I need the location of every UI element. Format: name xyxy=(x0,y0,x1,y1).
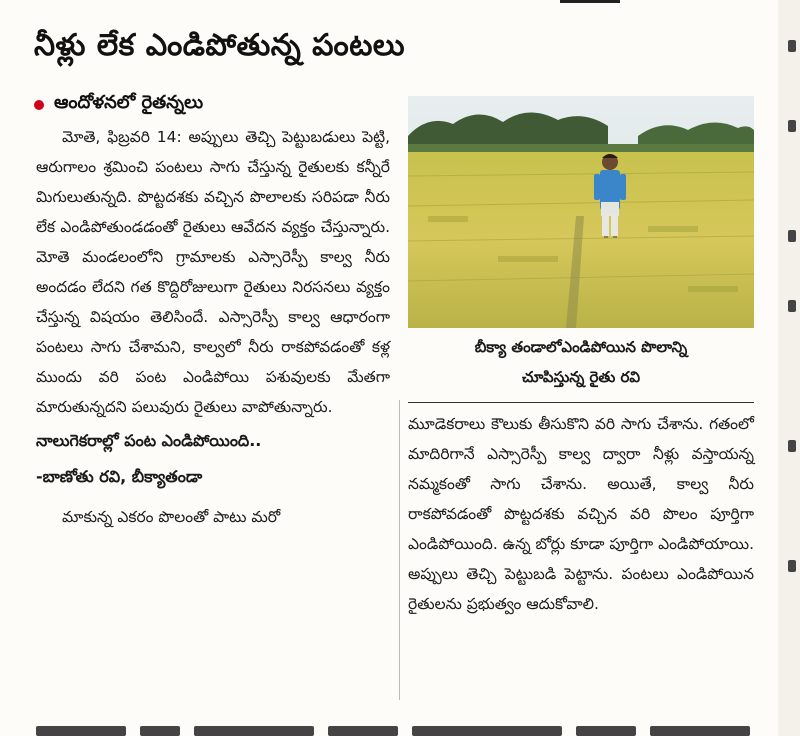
caption-line-1: బీక్యా తండాలోఎండిపోయిన పొలాన్ని xyxy=(474,338,688,356)
next-article-headline-cropped xyxy=(36,720,776,736)
headline: నీళ్లు లేక ఎండిపోతున్న పంటలు xyxy=(34,28,406,63)
red-bullet-icon xyxy=(34,100,44,110)
photo-farmer-in-dry-field xyxy=(408,96,754,328)
left-column xyxy=(36,122,390,532)
right-column xyxy=(408,96,754,619)
left-paragraph-block xyxy=(36,122,390,422)
right-paragraph: మూడెకరాలు కౌలుకు తీసుకొని వరి సాగు చేశాను. గతంలో మాదిరిగానే ఎస్సారెస్పీ కాల్వ ద్వారా నీళ్లు వస్తాయన్న నమ్మకంతో సాగు చేశాను. అయితే, కాల్వ నీరు రాకపోవడంతో పొట్టదశకు వచ్చిన వరి పొలం పూర్తిగా ఎండిపోయింది. ఉన్న బోర్లు కూడా పూర్తిగా ఎండిపోయాయి. అప్పులు తెచ్చి పెట్టుబడి పెట్టాను. పంటలు ఎండిపోయిన రైతులను ప్రభుత్వం ఆదుకోవాలి. xyxy=(408,415,754,613)
kicker xyxy=(34,92,203,117)
left-tail-block xyxy=(36,502,390,532)
left-tail: మాకున్న ఎకరం పొలంతో పాటు మరో xyxy=(62,508,281,526)
photo-caption xyxy=(408,332,754,392)
column-divider xyxy=(399,400,400,700)
edge-mark xyxy=(788,230,796,242)
right-paragraph-block xyxy=(408,409,754,619)
edge-mark xyxy=(788,440,796,452)
edge-mark xyxy=(788,300,796,312)
caption-line-2: చూపిస్తున్న రైతు రవి xyxy=(521,368,641,386)
top-rule xyxy=(560,0,620,3)
page-edge-strip xyxy=(778,0,800,736)
byline: -బాణోతు రవి, బీక్యాతండా xyxy=(36,467,203,486)
edge-mark xyxy=(788,40,796,52)
news-photo xyxy=(408,96,754,328)
kicker-text: ఆందోళనలో రైతన్నలు xyxy=(54,92,204,113)
edge-mark xyxy=(788,560,796,572)
caption-rule xyxy=(408,402,754,403)
subheading: నాలుగెకరాల్లో పంట ఎండిపోయింది.. xyxy=(36,431,262,450)
left-paragraph: మోతె, ఫిబ్రవరి 14: అప్పులు తెచ్చి పెట్టుబడులు పెట్టి, ఆరుగాలం శ్రమించి పంటలు సాగు చేస్తున్న రైతులకు కన్నీరే మిగులుతున్నది. పొట్టదశకు వచ్చిన పొలాలకు సరిపడా నీరు లేక ఎండిపోతుండడంతో రైతులు ఆవేదన వ్యక్తం చేస్తున్నారు. మోతె మండలంలోని గ్రామాలకు ఎస్సారెస్పీ కాల్వ నీరు అందడం లేదని గత కొద్దిరోజులుగా రైతులు నిరసనలు వ్యక్తం చేస్తున్న విషయం తెలిసిందే. ఎస్సారెస్పీ కాల్వ ఆధారంగా పంటలు సాగు చేశామని, కాల్వలో నీరు రాకపోవడంతో కళ్ల ముందు వరి పంట ఎండిపోయి పశువులకు మేతగా మారుతున్నదని పలువురు రైతులు వాపోతున్నారు. xyxy=(36,128,390,416)
edge-mark xyxy=(788,120,796,132)
